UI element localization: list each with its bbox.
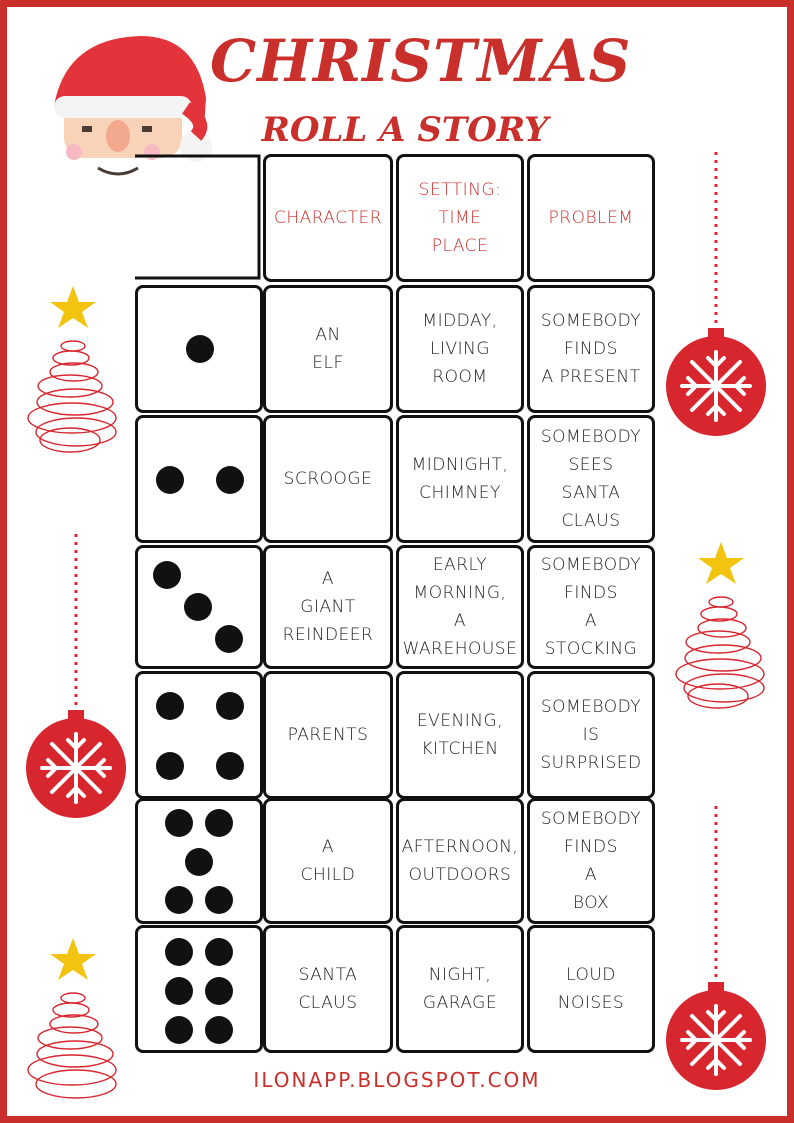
row-4-setting	[396, 671, 524, 799]
row-3-setting-text: EARLY MORNING, A WAREHOUSE	[402, 555, 518, 659]
ornament-icon	[24, 534, 128, 824]
snowflake-icon	[42, 734, 110, 802]
row-4-character	[263, 671, 393, 799]
header-setting-label: SETTING: TIME PLACE	[418, 180, 502, 256]
row-6-character-text: SANTA CLAUS	[298, 965, 358, 1013]
die-face-1	[135, 285, 263, 413]
row-5-character	[263, 798, 393, 924]
page-title: CHRISTMAS	[210, 27, 632, 95]
ornament-icon	[664, 152, 768, 442]
row-5-setting	[396, 798, 524, 924]
die-face-icon	[135, 671, 263, 799]
die-face-3	[135, 545, 263, 669]
row-1-problem-text: SOMEBODY FINDS A PRESENT	[540, 311, 642, 387]
header-problem-label: PROBLEM	[548, 208, 634, 228]
row-5-problem-text: SOMEBODY FINDS A BOX	[540, 809, 642, 913]
header-character	[263, 154, 393, 282]
row-4-character-text: PARENTS	[287, 725, 369, 745]
die-face-icon	[135, 415, 263, 543]
row-1-setting	[396, 285, 524, 413]
row-4-problem	[527, 671, 655, 799]
row-6-setting-text: NIGHT, GARAGE	[422, 965, 498, 1013]
row-1-setting-text: MIDDAY, LIVING ROOM	[422, 311, 498, 387]
die-face-icon	[135, 285, 263, 413]
die-face-icon	[135, 545, 263, 669]
row-6-problem-text: LOUD NOISES	[557, 965, 625, 1013]
row-1-problem	[527, 285, 655, 413]
header-problem	[527, 154, 655, 282]
header-setting	[396, 154, 524, 282]
row-1-character	[263, 285, 393, 413]
christmas-tree-icon	[18, 284, 128, 464]
row-2-character-text: SCROOGE	[283, 469, 373, 489]
row-5-character-text: A CHILD	[300, 837, 356, 885]
row-3-character	[263, 545, 393, 669]
blog-url: ILONAPP.BLOGSPOT.COM	[253, 1068, 541, 1092]
die-face-6	[135, 925, 263, 1053]
row-3-setting	[396, 545, 524, 669]
snowflake-icon	[682, 1006, 750, 1074]
die-face-icon	[135, 798, 263, 924]
row-2-setting	[396, 415, 524, 543]
christmas-tree-icon	[666, 540, 776, 720]
row-6-setting	[396, 925, 524, 1053]
row-1-character-text: AN ELF	[312, 325, 344, 373]
row-5-setting-text: AFTERNOON, OUTDOORS	[401, 837, 519, 885]
die-face-2	[135, 415, 263, 543]
header-character-label: CHARACTER	[273, 208, 383, 228]
row-2-character	[263, 415, 393, 543]
row-2-problem	[527, 415, 655, 543]
snowflake-icon	[682, 352, 750, 420]
row-3-character-text: A GIANT REINDEER	[282, 569, 374, 645]
row-6-problem	[527, 925, 655, 1053]
row-3-problem	[527, 545, 655, 669]
row-2-setting-text: MIDNIGHT, CHIMNEY	[411, 455, 509, 503]
row-3-problem-text: SOMEBODY FINDS A STOCKING	[540, 555, 642, 659]
ornament-icon	[664, 806, 768, 1096]
die-face-4	[135, 671, 263, 799]
row-4-problem-text: SOMEBODY IS SURPRISED	[540, 697, 642, 773]
row-4-setting-text: EVENING, KITCHEN	[416, 711, 504, 759]
row-6-character	[263, 925, 393, 1053]
header-corner-bracket	[133, 154, 263, 284]
row-5-problem	[527, 798, 655, 924]
die-face-5	[135, 798, 263, 924]
die-face-icon	[135, 925, 263, 1053]
row-2-problem-text: SOMEBODY SEES SANTA CLAUS	[540, 427, 642, 531]
page-subtitle: ROLL A STORY	[261, 110, 549, 150]
christmas-tree-icon	[18, 936, 128, 1106]
